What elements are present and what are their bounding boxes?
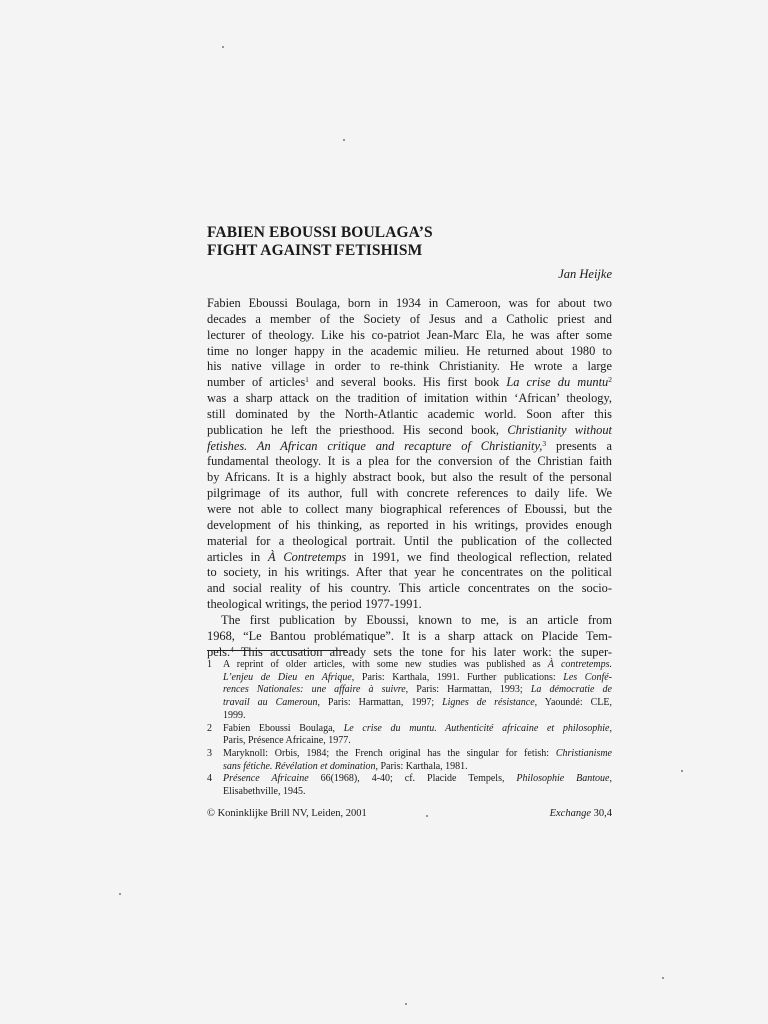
body-line: pilgrimage of its author, full with concrete references to daily life. We	[207, 486, 612, 501]
footnote	[207, 659, 612, 723]
footnote-number: 4	[207, 773, 212, 785]
scan-speck	[343, 139, 345, 141]
footnote-text: Fabien Eboussi Boulaga, Le crise du muntu. Authenticité africaine et philosophie, Paris, Présence Africaine, 1977.	[223, 722, 612, 747]
title-line-1: FABIEN EBOUSSI BOULAGA’S	[207, 224, 433, 241]
scan-speck	[426, 815, 428, 817]
scan-speck	[405, 1003, 407, 1005]
body-line: fundamental theology. It is a plea for the conversion of the Christian faith	[207, 454, 612, 469]
scan-speck	[222, 46, 224, 48]
body-line: number of articles$^1$ and several books. His first book La crise du muntu$^2$	[207, 375, 612, 390]
footnotes	[207, 659, 612, 799]
footnote	[207, 748, 612, 773]
footnote-divider	[207, 650, 347, 651]
body-line: theological writings, the period 1977-1991.	[207, 597, 422, 612]
scan-speck	[119, 893, 121, 895]
body-line: lecturer of theology. Like his co-patriot Jean-Marc Ela, he was after some	[207, 327, 612, 342]
body-line: 1968, “Le Bantou problématique”. It is a sharp attack on Placide Tem-	[207, 628, 612, 643]
footnote-ref-4[interactable]: 4	[230, 644, 234, 654]
body-text	[207, 296, 612, 660]
footnote	[207, 773, 612, 798]
scan-speck	[681, 770, 683, 772]
scan-speck	[662, 977, 664, 979]
body-line: to society, in his writings. After that year he concentrates on the political	[207, 565, 612, 580]
page-footer	[207, 808, 612, 819]
body-line: development of his thinking, as reported in his writings, provides enough	[207, 517, 612, 532]
body-line: by Africans. It is a highly abstract book, but also the result of the personal	[207, 470, 612, 485]
body-line: were not able to collect many biographical references of Eboussi, but the	[207, 501, 612, 516]
footnote-text: Maryknoll: Orbis, 1984; the French original has the singular for fetish: Christianisme sans fétiche. Révélation et domination, Paris: Karthala, 1981.	[223, 747, 612, 772]
body-line: material for a theological portrait. Until the publication of the collected	[207, 533, 612, 548]
body-line: was a sharp attack on the tradition of imitation within ‘African’ theology,	[207, 391, 612, 406]
footnote-ref-2[interactable]: 2	[608, 375, 612, 385]
footnote-number: 1	[207, 659, 212, 670]
author-name: Jan Heijke	[558, 267, 612, 281]
footnote-ref-1[interactable]: 1	[305, 375, 309, 385]
body-line: time no longer happy in the academic milieu. He returned about 1980 to	[207, 343, 612, 358]
body-line: publication he left the priesthood. His second book, Christianity without	[207, 422, 612, 437]
body-line: still dominated by the North-Atlantic academic world. Soon after this	[207, 406, 612, 421]
body-line: decades a member of the Society of Jesus and a Catholic priest and	[207, 311, 612, 326]
body-line: fetishes. An African critique and recapture of Christianity,$^3$ presents a	[207, 438, 612, 453]
body-line: and social reality of his country. This article concentrates on the socio-	[207, 581, 612, 596]
footnote-number: 3	[207, 747, 212, 759]
body-line: articles in À Contretemps in 1991, we find theological reflection, related	[207, 549, 612, 564]
body-line: pels.$^4$ This accusation already sets the tone for his later work: the super-	[207, 644, 613, 659]
footnote	[207, 723, 612, 748]
article-title	[207, 224, 627, 260]
title-line-2: FIGHT AGAINST FETISHISM	[207, 242, 423, 259]
body-line: Fabien Eboussi Boulaga, born in 1934 in Cameroon, was for about two	[207, 296, 612, 310]
footnote-ref-3[interactable]: 3	[542, 438, 547, 448]
footnote-text: Présence Africaine 66(1968), 4-40; cf. Placide Tempels, Philosophie Bantoue, Elisabethville, 1945.	[223, 773, 612, 798]
journal-citation: Exchange 30,4	[549, 808, 612, 819]
footnote-text: A reprint of older articles, with some new studies was published as À contretemps. L’enjeu de Dieu en Afrique, Paris: Karthala, 1991. Further publications: Les Confé- rences Nationales: une affaire à suivre, Paris: Harmattan, 1993; La démocratie de travail au Cameroun, Paris: Harmattan, 1997; Lignes de résistance, Yaoundé: CLE, 1999.	[223, 659, 613, 721]
footnote-number: 2	[207, 722, 212, 734]
body-line: his native village in order to re-think Christianity. He wrote a large	[207, 359, 612, 374]
copyright-notice: © Koninklijke Brill NV, Leiden, 2001	[207, 808, 367, 819]
body-line: The first publication by Eboussi, known to me, is an article from	[221, 612, 612, 627]
